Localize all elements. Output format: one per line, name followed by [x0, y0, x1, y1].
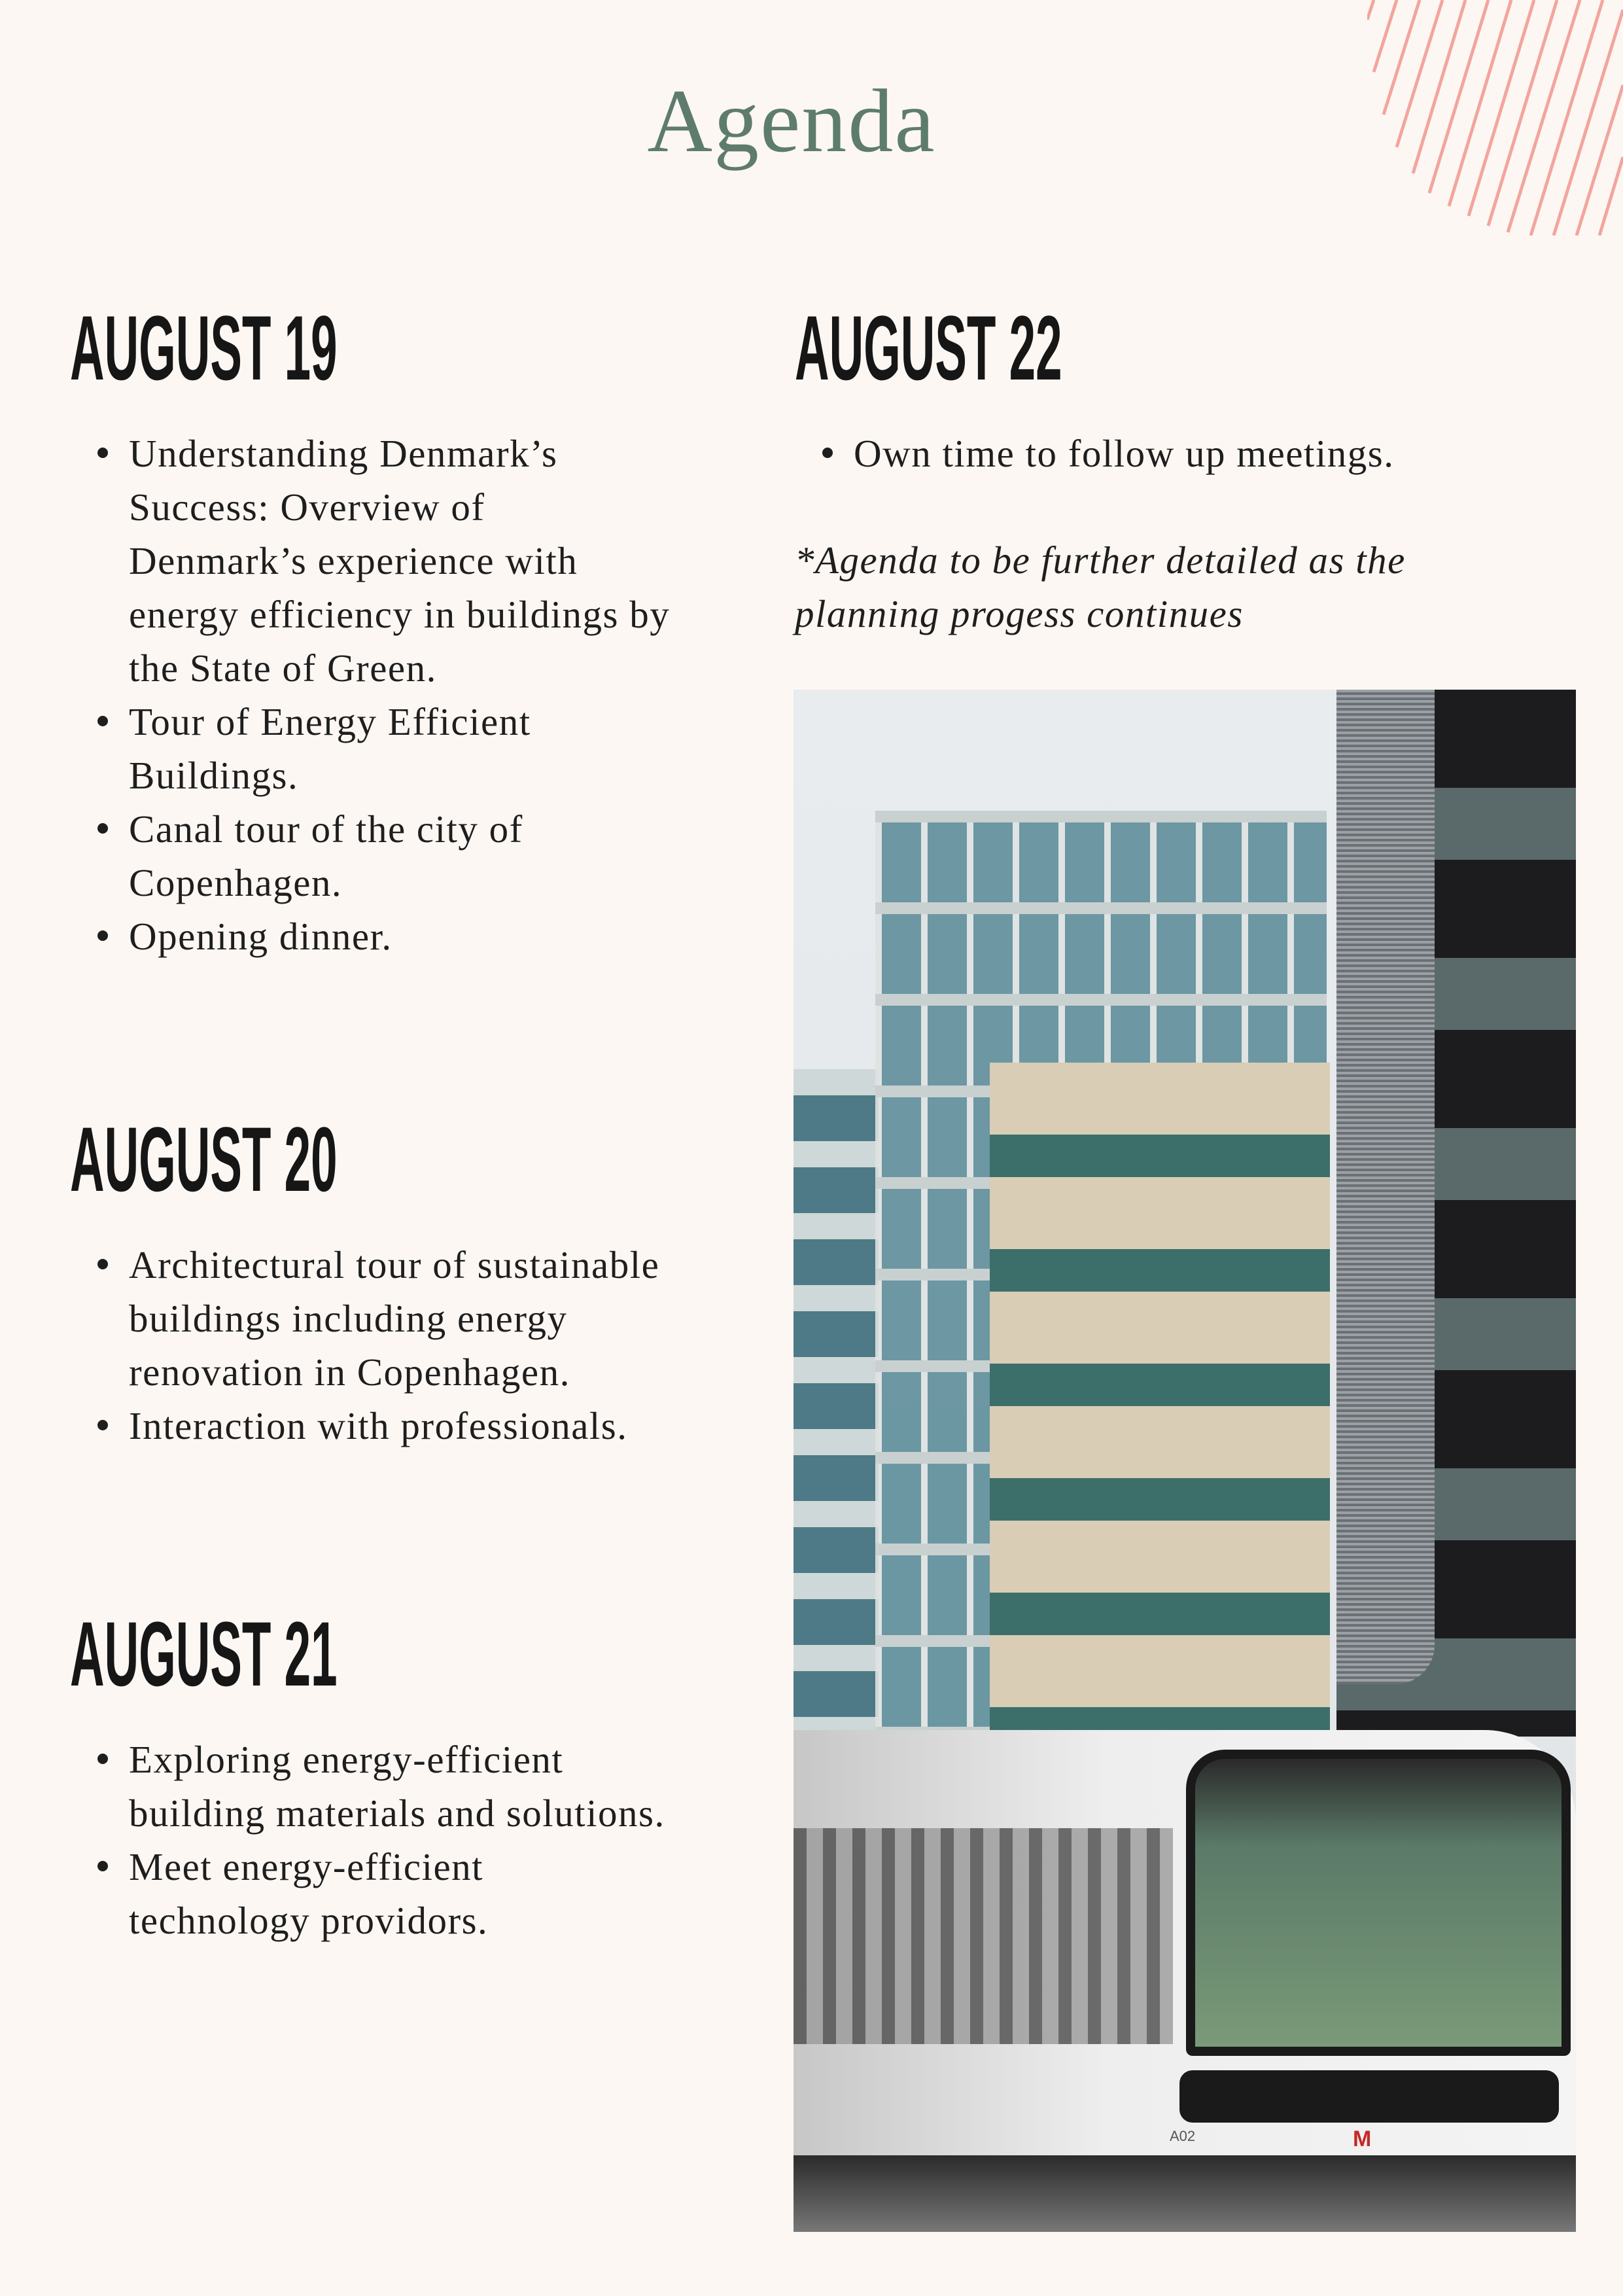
train-front-window: [1186, 1750, 1571, 2056]
train-logo: M: [1353, 2127, 1372, 2151]
day-heading-aug21: AUGUST 21: [70, 1602, 338, 1705]
list-item: Architectural tour of sustainable buildings including energy renovation in Copenhagen.: [70, 1238, 672, 1399]
list-item: Meet energy-efficient technology providors.: [70, 1840, 672, 1947]
list-item: Own time to follow up meetings.: [795, 427, 1547, 480]
day-list-aug21: [70, 1733, 672, 1947]
day-list-aug20: [70, 1238, 672, 1453]
list-item: Opening dinner.: [70, 910, 672, 963]
list-item: Interaction with professionals.: [70, 1399, 672, 1453]
bullet-icon: [822, 448, 833, 458]
bullet-icon: [97, 930, 108, 941]
bullet-icon: [97, 823, 108, 834]
day-list-aug19: [70, 427, 672, 963]
list-item: Exploring energy-efficient building materials and solutions.: [70, 1733, 672, 1840]
list-item: Understanding Denmark’s Success: Overview of Denmark’s experience with energy efficiency in buildings by the State of Green.: [70, 427, 672, 695]
train-headlight-panel: [1179, 2070, 1559, 2123]
train-code: A02: [1170, 2128, 1196, 2144]
day-heading-aug20: AUGUST 20: [70, 1108, 338, 1210]
list-item: Canal tour of the city of Copenhagen.: [70, 802, 672, 910]
train-windows: [794, 1828, 1173, 2044]
day-heading-aug19: AUGUST 19: [70, 296, 338, 399]
metro-train-photo: [794, 690, 1576, 2232]
list-item: Tour of Energy Efficient Buildings.: [70, 695, 672, 802]
bullet-icon: [97, 1259, 108, 1269]
bullet-icon: [97, 1861, 108, 1871]
day-heading-aug22: AUGUST 22: [795, 296, 1062, 399]
bullet-icon: [97, 1420, 108, 1430]
page-title: Agenda: [647, 71, 936, 171]
agenda-note: *Agenda to be further detailed as the planning progess continues: [795, 539, 1406, 635]
train-undercarriage: [794, 2155, 1576, 2232]
bullet-icon: [97, 1754, 108, 1764]
bullet-icon: [97, 716, 108, 726]
bullet-icon: [97, 448, 108, 458]
building-striped: [1336, 690, 1435, 1684]
day-list-aug22: [795, 427, 1547, 480]
